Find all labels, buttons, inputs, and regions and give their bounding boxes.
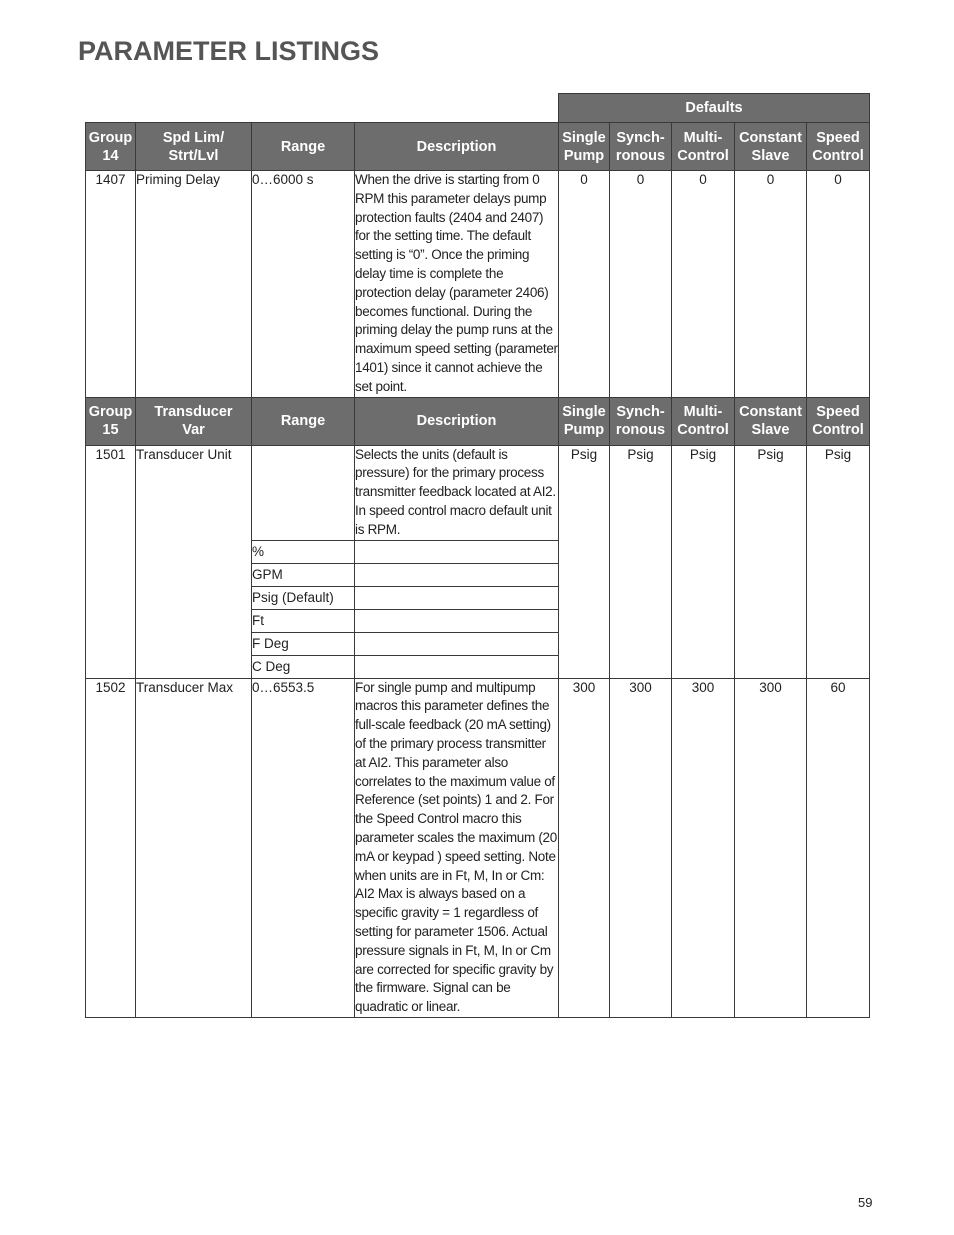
- option-value: Ft: [252, 609, 355, 632]
- speed-control-header: Speed Control: [807, 397, 870, 445]
- constant-slave-header: Constant Slave: [735, 123, 807, 171]
- option-description: [355, 655, 559, 678]
- default-synchronous: Psig: [610, 445, 672, 678]
- parameter-description: For single pump and multipump macros this parameter defines the full-scale feedback (20 mA setting) of the primary process transmitter at AI2. This parameter also correlates to the maximum value of Reference (set points) 1 and 2. For the Speed Control macro this parameter scales the maximum (20 mA or keypad ) speed setting. Note when units are in Ft, M, In or Cm: AI2 Max is always based on a specific gravity = 1 regardless of setting for parameter 1506. Actual pressure signals in Ft, M, In or Cm are corrected for specific gravity by the firmware. Signal can be quadratic or linear.: [355, 678, 559, 1017]
- group-header: Group 15: [86, 397, 136, 445]
- parameter-range: 0…6000 s: [252, 171, 355, 398]
- header-spacer: [86, 94, 559, 123]
- parameter-code: 1501: [86, 445, 136, 678]
- default-synchronous: 0: [610, 171, 672, 398]
- option-value: GPM: [252, 563, 355, 586]
- multi-control-header: Multi- Control: [672, 397, 735, 445]
- parameter-name: Transducer Unit: [136, 445, 252, 678]
- multi-control-header: Multi- Control: [672, 123, 735, 171]
- parameter-code: 1407: [86, 171, 136, 398]
- default-speed-control: 0: [807, 171, 870, 398]
- default-constant-slave: 0: [735, 171, 807, 398]
- default-single-pump: Psig: [559, 445, 610, 678]
- table-row: [86, 171, 870, 398]
- description-header: Description: [355, 397, 559, 445]
- default-multi-control: 300: [672, 678, 735, 1017]
- option-description: [355, 609, 559, 632]
- option-description: [355, 540, 559, 563]
- default-multi-control: Psig: [672, 445, 735, 678]
- default-multi-control: 0: [672, 171, 735, 398]
- parameter-range: [252, 445, 355, 540]
- option-description: [355, 563, 559, 586]
- parameter-description: Selects the units (default is pressure) for the primary process transmitter feedback located at AI2. In speed control macro default unit is RPM.: [355, 445, 559, 540]
- parameter-range: 0…6553.5: [252, 678, 355, 1017]
- default-constant-slave: 300: [735, 678, 807, 1017]
- synchronous-header: Synch- ronous: [610, 397, 672, 445]
- default-synchronous: 300: [610, 678, 672, 1017]
- single-pump-header: Single Pump: [559, 123, 610, 171]
- parameter-code: 1502: [86, 678, 136, 1017]
- synchronous-header: Synch- ronous: [610, 123, 672, 171]
- option-value: F Deg: [252, 632, 355, 655]
- group-14-header-row: [86, 123, 870, 171]
- speed-control-header: Speed Control: [807, 123, 870, 171]
- group-header: Group 14: [86, 123, 136, 171]
- option-description: [355, 586, 559, 609]
- default-single-pump: 0: [559, 171, 610, 398]
- parameter-name: Priming Delay: [136, 171, 252, 398]
- single-pump-header: Single Pump: [559, 397, 610, 445]
- default-speed-control: Psig: [807, 445, 870, 678]
- page-number: 59: [858, 1195, 873, 1210]
- table-row: [86, 445, 870, 540]
- option-value: %: [252, 540, 355, 563]
- table-row: [86, 678, 870, 1017]
- parameter-table: [85, 93, 870, 1018]
- option-value: Psig (Default): [252, 586, 355, 609]
- parameter-name-header: Transducer Var: [136, 397, 252, 445]
- parameter-description: When the drive is starting from 0 RPM this parameter delays pump protection faults (2404 and 2407) for the setting time. The default setting is “0”. Once the priming delay time is complete the protection delay (parameter 2406) becomes functional. During the priming delay the pump runs at the maximum speed setting (parameter 1401) since it cannot achieve the set point.: [355, 171, 559, 398]
- default-speed-control: 60: [807, 678, 870, 1017]
- range-header: Range: [252, 397, 355, 445]
- parameter-name: Transducer Max: [136, 678, 252, 1017]
- range-header: Range: [252, 123, 355, 171]
- default-single-pump: 300: [559, 678, 610, 1017]
- defaults-header: Defaults: [559, 94, 870, 123]
- parameter-name-header: Spd Lim/ Strt/Lvl: [136, 123, 252, 171]
- page-title: PARAMETER LISTINGS: [78, 36, 380, 66]
- option-value: C Deg: [252, 655, 355, 678]
- constant-slave-header: Constant Slave: [735, 397, 807, 445]
- option-description: [355, 632, 559, 655]
- description-header: Description: [355, 123, 559, 171]
- default-constant-slave: Psig: [735, 445, 807, 678]
- group-15-header-row: [86, 397, 870, 445]
